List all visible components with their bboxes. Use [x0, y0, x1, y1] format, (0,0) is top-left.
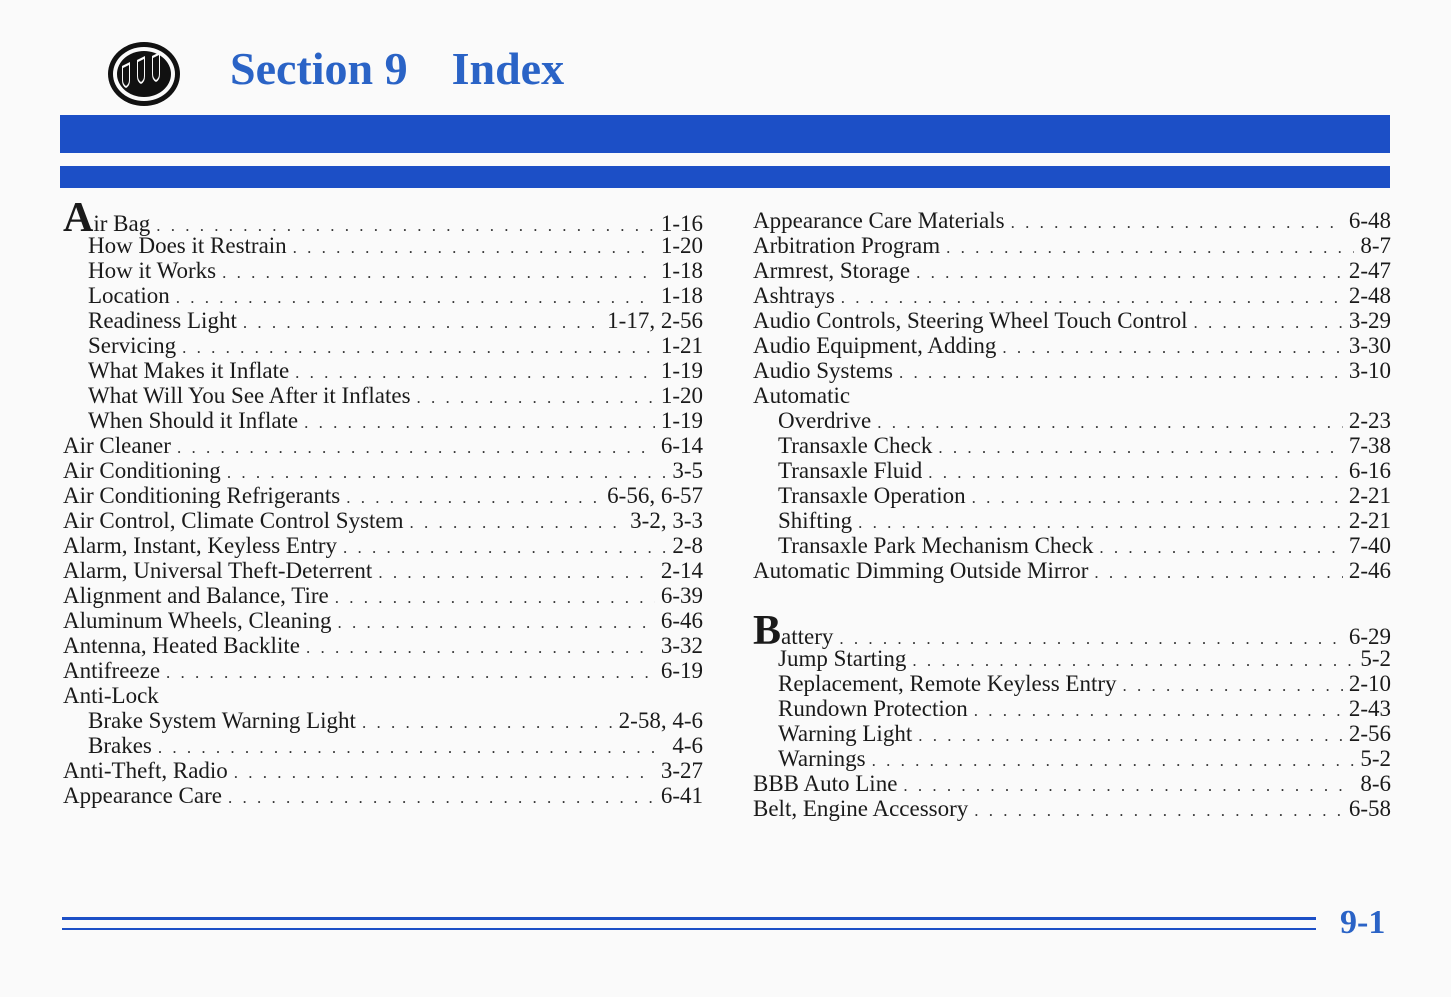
entry-label — [778, 433, 932, 458]
entry-page: 2-23 — [1348, 408, 1391, 433]
index-entry — [753, 671, 1391, 696]
entry-label — [753, 208, 1005, 233]
entry-label — [63, 483, 340, 508]
dot-leader — [176, 285, 655, 310]
entry-text: Audio Controls, Steering Wheel Touch Control — [753, 308, 1188, 333]
entry-label — [778, 408, 871, 433]
entry-label — [63, 633, 300, 658]
entry-text: BBB Auto Line — [753, 771, 898, 796]
entry-initial: B — [753, 608, 782, 654]
index-entry — [63, 733, 703, 758]
entry-text: Armrest, Storage — [753, 258, 911, 283]
entry-label — [753, 258, 910, 283]
entry-text: Air Conditioning Refrigerants — [63, 483, 341, 508]
section-label: Section 9 — [230, 43, 408, 94]
entry-page: 8-6 — [1360, 771, 1391, 796]
dot-leader — [234, 760, 655, 785]
index-entry — [63, 358, 703, 383]
index-heading — [753, 383, 1391, 408]
dot-leader — [841, 285, 1343, 310]
entry-label — [753, 233, 940, 258]
dot-leader — [293, 235, 655, 260]
entry-label — [88, 308, 237, 333]
entry-text: Servicing — [88, 333, 177, 358]
index-entry — [63, 195, 703, 241]
entry-label — [63, 458, 221, 483]
entry-text: Location — [88, 283, 170, 308]
entry-label — [753, 558, 1088, 583]
entry-label — [778, 508, 852, 533]
footer-rule-top — [62, 917, 1316, 920]
index-entry — [753, 746, 1391, 771]
index-entry — [753, 358, 1391, 383]
dot-leader — [912, 648, 1354, 673]
entry-page: 1-19 — [660, 408, 703, 433]
dot-leader — [918, 723, 1343, 748]
index-entry — [63, 383, 703, 408]
index-entry — [753, 796, 1391, 821]
entry-label — [778, 746, 866, 771]
entry-page: 2-14 — [660, 558, 703, 583]
entry-text: What Makes it Inflate — [88, 358, 290, 383]
index-entry — [63, 433, 703, 458]
index-column-right — [753, 208, 1391, 821]
dot-leader — [1099, 535, 1342, 560]
entry-text: Warning Light — [778, 721, 913, 746]
entry-page: 5-2 — [1360, 646, 1391, 671]
entry-page: 5-2 — [1360, 746, 1391, 771]
entry-page: 6-19 — [660, 658, 703, 683]
entry-text: Antifreeze — [63, 658, 161, 683]
index-entry — [63, 783, 703, 808]
dot-leader — [974, 798, 1343, 823]
index-entry — [63, 708, 703, 733]
entry-label — [63, 783, 222, 808]
index-entry — [63, 333, 703, 358]
index-entry — [753, 696, 1391, 721]
index-label: Index — [451, 43, 565, 94]
entry-page: 7-40 — [1348, 533, 1391, 558]
dot-leader — [335, 585, 655, 610]
entry-page: 6-48 — [1348, 208, 1391, 233]
dot-leader — [222, 260, 655, 285]
index-entry — [63, 533, 703, 558]
entry-text: ir Bag — [93, 211, 151, 236]
entry-text: Jump Starting — [778, 646, 907, 671]
index-entry — [63, 758, 703, 783]
dot-leader — [338, 610, 655, 635]
entry-page: 3-10 — [1348, 358, 1391, 383]
dot-leader — [938, 435, 1342, 460]
entry-text: Appearance Care Materials — [753, 208, 1005, 233]
index-entry — [753, 533, 1391, 558]
entry-text: Replacement, Remote Keyless Entry — [778, 671, 1117, 696]
dot-leader — [166, 660, 655, 685]
entry-page: 6-58 — [1348, 796, 1391, 821]
header-band-top — [60, 115, 1390, 153]
entry-label — [88, 333, 176, 358]
entry-page: 2-21 — [1348, 483, 1391, 508]
entry-text: Alarm, Universal Theft-Deterrent — [63, 558, 373, 583]
entry-page: 1-19 — [660, 358, 703, 383]
entry-page: 3-30 — [1348, 333, 1391, 358]
entry-text: How Does it Restrain — [88, 233, 287, 258]
index-entry — [753, 433, 1391, 458]
entry-page: 2-46 — [1348, 558, 1391, 583]
entry-page: 4-6 — [672, 733, 703, 758]
entry-page: 6-46 — [660, 608, 703, 633]
entry-text: Arbitration Program — [753, 233, 941, 258]
dot-leader — [362, 710, 613, 735]
index-entry — [753, 483, 1391, 508]
entry-text: Transaxle Park Mechanism Check — [778, 533, 1094, 558]
entry-label — [63, 533, 337, 558]
section-gap — [753, 583, 1391, 621]
index-entry — [753, 458, 1391, 483]
dot-leader — [228, 785, 655, 810]
entry-page: 2-8 — [672, 533, 703, 558]
entry-text: Transaxle Check — [778, 433, 933, 458]
index-entry — [63, 458, 703, 483]
dot-leader — [417, 385, 655, 410]
entry-page: 1-17, 2-56 — [607, 308, 703, 333]
entry-label — [88, 408, 298, 433]
entry-text: Antenna, Heated Backlite — [63, 633, 300, 658]
page-number: 9-1 — [1340, 904, 1386, 941]
entry-text: Audio Systems — [753, 358, 893, 383]
entry-label — [63, 195, 151, 241]
entry-label — [753, 308, 1188, 333]
entry-page: 1-18 — [660, 283, 703, 308]
entry-label — [778, 458, 922, 483]
dot-leader — [974, 698, 1343, 723]
index-entry — [753, 333, 1391, 358]
entry-label — [753, 333, 996, 358]
index-entry — [753, 283, 1391, 308]
index-entry — [63, 633, 703, 658]
entry-page: 7-38 — [1348, 433, 1391, 458]
entry-page: 2-43 — [1348, 696, 1391, 721]
entry-page: 3-27 — [660, 758, 703, 783]
entry-label — [778, 483, 966, 508]
entry-label — [88, 233, 287, 258]
dot-leader — [916, 260, 1343, 285]
entry-text: Warnings — [778, 746, 866, 771]
dot-leader — [177, 435, 655, 460]
entry-page: 3-5 — [672, 458, 703, 483]
entry-text: Appearance Care — [63, 783, 222, 808]
index-entry — [63, 258, 703, 283]
entry-label — [753, 358, 893, 383]
entry-text: attery — [781, 624, 834, 649]
index-heading — [63, 683, 703, 708]
dot-leader — [1002, 335, 1342, 360]
entry-text: Belt, Engine Accessory — [753, 796, 969, 821]
entry-page: 6-16 — [1348, 458, 1391, 483]
entry-label — [778, 696, 968, 721]
entry-page: 2-58, 4-6 — [618, 708, 703, 733]
index-entry — [63, 483, 703, 508]
dot-leader — [243, 310, 601, 335]
entry-text: How it Works — [88, 258, 217, 283]
entry-page: 6-56, 6-57 — [607, 483, 703, 508]
page-title — [230, 42, 564, 95]
buick-logo — [106, 40, 182, 108]
entry-text: Air Control, Climate Control System — [63, 508, 404, 533]
entry-text: Transaxle Operation — [778, 483, 966, 508]
entry-text: Transaxle Fluid — [778, 458, 923, 483]
index-entry — [63, 408, 703, 433]
index-entry — [753, 233, 1391, 258]
entry-text: Overdrive — [778, 408, 872, 433]
entry-page: 6-39 — [660, 583, 703, 608]
entry-text: Anti-Lock — [63, 683, 159, 708]
dot-leader — [158, 735, 666, 760]
entry-page: 2-47 — [1348, 258, 1391, 283]
entry-page: 3-29 — [1348, 308, 1391, 333]
index-entry — [753, 508, 1391, 533]
entry-text: Alarm, Instant, Keyless Entry — [63, 533, 338, 558]
header-band-bottom — [60, 166, 1390, 188]
dot-leader — [343, 535, 666, 560]
entry-label — [753, 608, 834, 654]
index-entry — [753, 721, 1391, 746]
index-entry — [753, 771, 1391, 796]
entry-page: 1-18 — [660, 258, 703, 283]
entry-text: Automatic — [753, 383, 851, 408]
entry-text: Alignment and Balance, Tire — [63, 583, 329, 608]
dot-leader — [928, 460, 1343, 485]
entry-label — [778, 533, 1093, 558]
entry-page: 3-32 — [660, 633, 703, 658]
index-entry — [63, 283, 703, 308]
index-entry — [63, 233, 703, 258]
entry-page: 2-48 — [1348, 283, 1391, 308]
entry-text: Brakes — [88, 733, 152, 758]
entry-label — [88, 733, 152, 758]
dot-leader — [899, 360, 1343, 385]
dot-leader — [946, 235, 1354, 260]
entry-label — [63, 608, 332, 633]
entry-label — [778, 721, 912, 746]
entry-text: Rundown Protection — [778, 696, 968, 721]
entry-text: Readiness Light — [88, 308, 237, 333]
dot-leader — [1011, 210, 1343, 235]
entry-page: 6-41 — [660, 783, 703, 808]
dot-leader — [378, 560, 655, 585]
entry-text: Automatic Dimming Outside Mirror — [753, 558, 1089, 583]
index-column-left — [63, 195, 703, 808]
dot-leader — [858, 510, 1343, 535]
index-entry — [753, 308, 1391, 333]
entry-label — [753, 771, 897, 796]
entry-text: Brake System Warning Light — [88, 708, 356, 733]
entry-page: 2-56 — [1348, 721, 1391, 746]
index-entry — [63, 608, 703, 633]
entry-page: 2-21 — [1348, 508, 1391, 533]
index-entry — [63, 558, 703, 583]
dot-leader — [1094, 560, 1342, 585]
entry-label — [63, 683, 159, 708]
dot-leader — [182, 335, 655, 360]
entry-page: 8-7 — [1360, 233, 1391, 258]
entry-label — [63, 433, 171, 458]
entry-page: 1-20 — [660, 233, 703, 258]
index-entry — [753, 258, 1391, 283]
entry-label — [753, 283, 835, 308]
entry-text: Audio Equipment, Adding — [753, 333, 997, 358]
dot-leader — [304, 410, 655, 435]
entry-label — [63, 758, 228, 783]
dot-leader — [410, 510, 625, 535]
entry-label — [63, 658, 160, 683]
index-entry — [63, 583, 703, 608]
entry-label — [63, 508, 404, 533]
entry-text: Ashtrays — [753, 283, 835, 308]
index-entry — [753, 408, 1391, 433]
dot-leader — [346, 485, 601, 510]
index-entry — [63, 658, 703, 683]
dot-leader — [972, 485, 1343, 510]
entry-page: 1-16 — [660, 211, 703, 236]
dot-leader — [306, 635, 655, 660]
entry-page: 1-21 — [660, 333, 703, 358]
entry-label — [753, 796, 968, 821]
entry-page: 3-2, 3-3 — [630, 508, 703, 533]
entry-label — [88, 708, 356, 733]
entry-label — [63, 583, 329, 608]
entry-page: 1-20 — [660, 383, 703, 408]
index-entry — [63, 308, 703, 333]
index-entry — [753, 608, 1391, 654]
index-entry — [753, 208, 1391, 233]
entry-page: 6-29 — [1348, 624, 1391, 649]
entry-text: Air Conditioning — [63, 458, 221, 483]
entry-page: 6-14 — [660, 433, 703, 458]
entry-page: 2-10 — [1348, 671, 1391, 696]
entry-text: Air Cleaner — [63, 433, 171, 458]
dot-leader — [903, 773, 1354, 798]
index-entry — [63, 508, 703, 533]
entry-label — [63, 558, 372, 583]
dot-leader — [1194, 310, 1343, 335]
entry-label — [88, 258, 216, 283]
entry-label — [753, 383, 850, 408]
entry-label — [88, 283, 170, 308]
entry-label — [778, 646, 906, 671]
dot-leader — [227, 460, 667, 485]
entry-text: What Will You See After it Inflates — [88, 383, 411, 408]
entry-initial: A — [63, 195, 94, 241]
entry-text: Aluminum Wheels, Cleaning — [63, 608, 332, 633]
entry-label — [88, 358, 289, 383]
index-entry — [753, 558, 1391, 583]
footer-rule-bottom — [62, 928, 1316, 930]
dot-leader — [877, 410, 1343, 435]
index-entry — [753, 646, 1391, 671]
dot-leader — [295, 360, 655, 385]
entry-text: When Should it Inflate — [88, 408, 299, 433]
dot-leader — [1123, 673, 1343, 698]
dot-leader — [872, 748, 1355, 773]
entry-text: Anti-Theft, Radio — [63, 758, 228, 783]
entry-text: Shifting — [778, 508, 853, 533]
entry-label — [88, 383, 411, 408]
entry-label — [778, 671, 1117, 696]
